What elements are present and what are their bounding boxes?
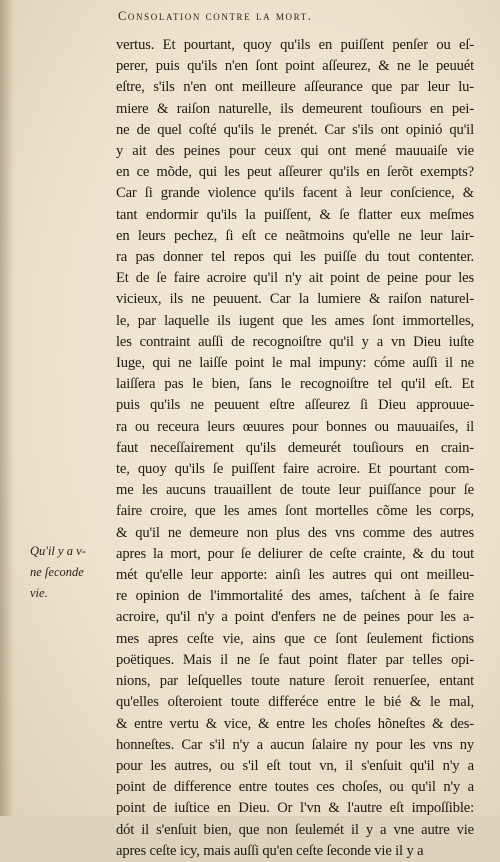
text-line: nions, par leſquelles toute nature ſeroit renuerſee, entant [116,673,474,690]
text-line: re opinion de l'immortalité des ames, taſchent à ſe faire [116,588,474,605]
text-line: mes apres ceſte vie, ains que ce ſont ſeulement fictions [116,630,474,647]
text-line: puis qu'ils ne peuuent eſtre aſſeurez ſi Dieu approuue- [116,397,474,414]
text-line: Iuge, qui ne laiſſe point le mal impuny: cóme auſſi il ne [116,355,474,372]
text-line: miere & raiſon naturelle, ils demeurent touſiours en pei- [116,100,474,117]
text-line: laiſſera pas le bien, ſans le recognoiſtre tel qu'il eſt. Et [116,376,474,393]
text-line: les contraint auſſi de recognoiſtre qu'il y a vn Dieu iuſte [116,333,474,350]
text-line: le, par laquelle ils iugent que les ames ſont immortelles, [116,312,474,329]
text-line: poëtiques. Mais il ne ſe faut point flater par telles opi- [116,651,474,668]
marginal-note-line: ne ſeconde [30,565,84,580]
text-line: mét qu'elle leur apporte: ainſi les autres qui ont meilleu- [116,567,474,584]
text-line: faut neceſſairement qu'ils demeurét touſiours en crain- [116,439,474,456]
text-line: ra pas donner tel repos qui les puiſſe du tout contenter. [116,249,474,266]
text-line: ne de quel coſté qu'ils le prenét. Car s'ils ont opinió qu'il [116,121,474,138]
marginal-note [30,541,114,605]
text-line: vertus. Et pourtant, quoy qu'ils en puiſſent penſer ou eſ- [116,37,474,53]
text-line: apres ceſte icy, mais auſſi qu'en ceſte ſeconde vie il y a [116,842,424,859]
text-line: y ait des peines pour ceux qui ont mené mauuaiſe vie [116,143,474,160]
text-line: en ce mõde, qui les peut aſſeurer qu'ils en ſerõt exempts? [116,164,474,181]
text-line: vicieux, ils ne peuuent. Car la lumiere & raiſon naturel- [116,291,474,308]
marginal-note-line: Qu'il y a v- [30,544,86,558]
running-head: Consolation contre la mort. [118,9,313,23]
text-line: dót il s'enſuit bien, que non ſeulemét il y a vne autre vie [116,821,474,838]
text-line: ra ou receura leurs œuures pour bonnes ou mauuaiſes, il [116,418,474,435]
text-line: point de difference entre toutes ces choſes, ou qu'il n'y a [116,779,474,796]
text-line: tant endormir qu'ils la puiſſent, & ſe flatter eux meſmes [116,206,474,223]
text-line: Car ſi grande violence qu'ils facent à leur conſcience, & [116,185,474,202]
text-line: honneſtes. Car s'il n'y a aucun ſalaire ny pour les vns ny [116,736,474,753]
text-line: apres la mort, pour ſe deliurer de ceſte crainte, & du tout [116,545,474,562]
text-line: faire croire, que les ames ſont mortelles cõme les corps, [116,503,474,520]
body-text [116,35,474,862]
text-line: & entre vertu & vice, & entre les choſes hõneſtes & des- [116,715,474,732]
text-line: perer, puis qu'ils n'en ſont point aſſeurez, & ne le peuuét [116,58,474,75]
text-line: Et de ſe faire acroire qu'il n'y ait point de peine pour les [116,270,474,287]
gutter-shadow [0,0,14,816]
text-line: & qu'il ne demeure non plus des vns comme des autres [116,524,474,541]
text-line: point de iuſtice en Dieu. Or l'vn & l'autre eſt impoſſible: [116,800,474,817]
text-line: qu'elles oſteroient toute differéce entre le bié & le mal, [116,694,474,711]
text-line: eſtre, s'ils n'en ont meilleure aſſeurance que par leur lu- [116,79,474,96]
text-line: me les aucuns trauaillent de toute leur puiſſance pour ſe [116,482,474,499]
marginal-note-line: vie. [30,586,48,601]
text-line: pour les autres, ou s'il eſt tout vn, il s'enſuit qu'il n'y a [116,757,474,774]
text-line: en leurs pechez, ſi eſt ce neãtmoins qu'elle ne leur lair- [116,227,474,244]
text-line: te, quoy qu'ils ſe puiſſent faire acroire. Et pourtant com- [116,461,474,478]
text-line: acroire, qu'il n'y a point d'enfers ne de peines pour les a- [116,609,474,626]
